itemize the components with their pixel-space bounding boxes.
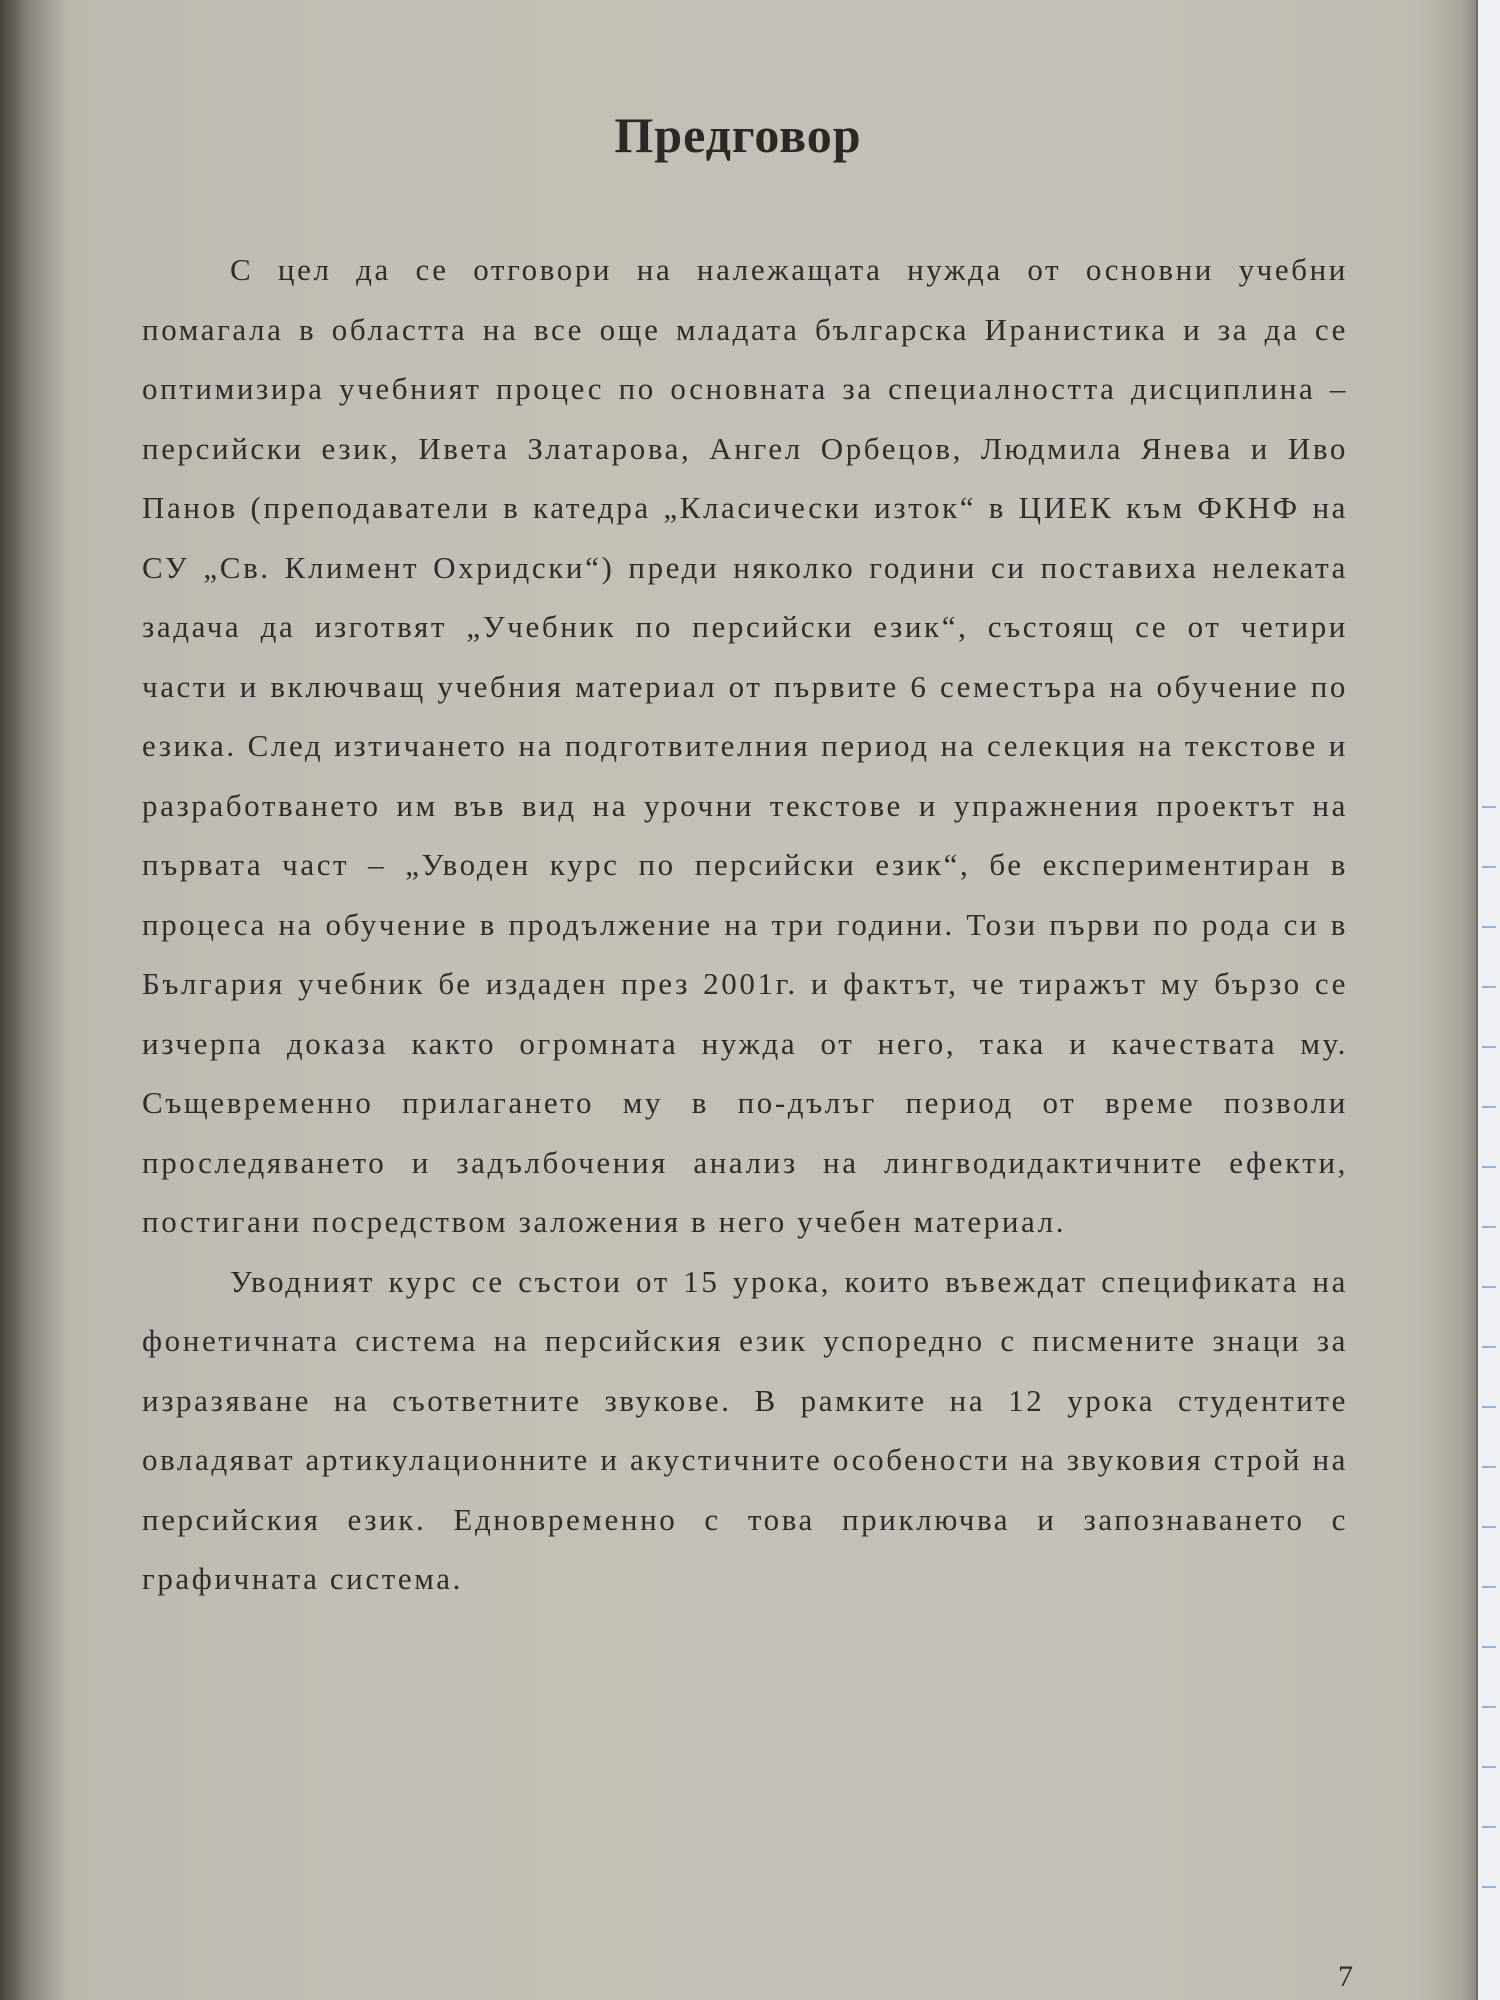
notebook-rule-line [1482, 1706, 1496, 1708]
notebook-rule-line [1482, 1466, 1496, 1468]
notebook-rule-line [1482, 1106, 1496, 1108]
notebook-rule-line [1482, 1886, 1496, 1888]
notebook-rule-line [1482, 1046, 1496, 1048]
notebook-rule-line [1482, 926, 1496, 928]
body-text [142, 240, 1348, 1609]
notebook-rule-line [1482, 1526, 1496, 1528]
notebook-rule-line [1482, 1586, 1496, 1588]
binding-shadow [0, 0, 70, 2000]
page-title: Предговор [614, 107, 862, 163]
underlying-notebook-sheet [1476, 0, 1500, 2000]
notebook-rule-line [1482, 1406, 1496, 1408]
notebook-rule-line [1482, 1166, 1496, 1168]
notebook-rule-line [1482, 986, 1496, 988]
paragraph-1: С цел да се отговори на належащата нужда от основни учебни помагала в областта на все още младата българска Иранистика и за да се оптимизира учебният процес по основната за специалността дисциплина – персийски език, Ивета Златарова, Ангел Орбецов, Людмила Янева и Иво Панов (преподаватели в катедра „Класически изток“ в ЦИЕК към ФКНФ на СУ „Св. Климент Охридски“) преди няколко години си поставиха нелеката задача да изготвят „Учебник по персийски език“, състоящ се от четири части и включващ учебния материал от първите 6 семестъра на обучение по езика. След изтичането на подготвителния период на селекция на текстове и разработването им във вид на урочни текстове и упражнения проектът на първата част – „Уводен курс по персийски език“, бе експериментиран в процеса на обучение в продължение на три години. Този първи по рода си в България учебник бе издаден през 2001г. и фактът, че тиражът му бързо се изчерпа доказа както огромната нужда от него, така и качествата му. Същевременно прилагането му в по-дълъг период от време позволи проследяването и задълбочения анализ на лингводидактичните ефекти, постигани посредством заложения в него учебен материал. [142, 252, 1348, 1239]
page-number: 7 [1338, 1960, 1353, 1993]
notebook-rule-line [1482, 1286, 1496, 1288]
notebook-rule-line [1482, 1766, 1496, 1768]
notebook-rule-line [1482, 866, 1496, 868]
paragraph-2: Уводният курс се състои от 15 урока, които въвеждат спецификата на фонетичната система на персийския език успоредно с писмените знаци за изразяване на съответните звукове. В рамките на 12 урока студентите овладяват артикулационните и акустичните особености на звуковия строй на персийския език. Едновременно с това приключва и запознаването с графичната система. [142, 1263, 1348, 1596]
notebook-rule-line [1482, 1346, 1496, 1348]
notebook-rule-line [1482, 1226, 1496, 1228]
notebook-rule-line [1482, 1826, 1496, 1828]
notebook-rule-line [1482, 1646, 1496, 1648]
notebook-rule-line [1482, 806, 1496, 808]
